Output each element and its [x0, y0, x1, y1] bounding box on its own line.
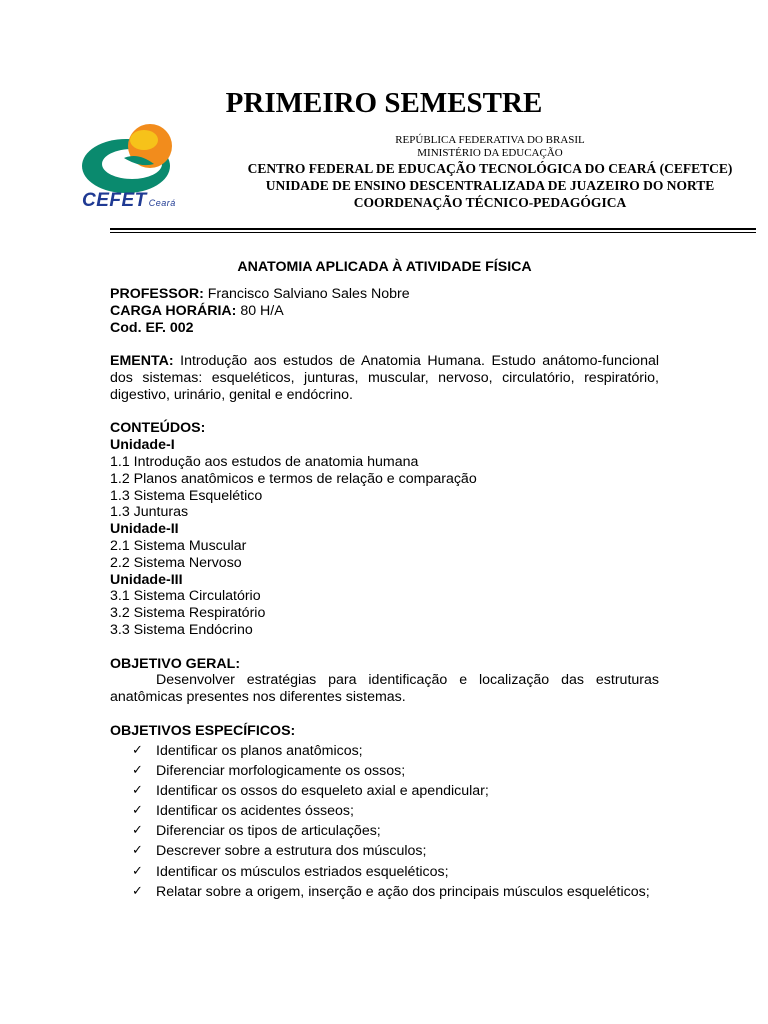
- list-item: [132, 823, 659, 840]
- list-item-text: Identificar os músculos estriados esqueléticos;: [156, 863, 449, 880]
- header-line-2: MINISTÉRIO DA EDUCAÇÃO: [417, 147, 563, 159]
- unit-title: Unidade-III: [110, 571, 183, 588]
- content-item: 2.2 Sistema Nervoso: [110, 554, 242, 571]
- list-item: [132, 763, 659, 780]
- header-line-4: UNIDADE DE ENSINO DESCENTRALIZADA DE JUAZEIRO DO NORTE: [265, 178, 715, 193]
- content-item: 1.2 Planos anatômicos e termos de relação e comparação: [110, 470, 477, 487]
- list-item-text: Relatar sobre a origem, inserção e ação dos principais músculos esqueléticos;: [156, 883, 650, 900]
- list-item-text: Diferenciar morfologicamente os ossos;: [156, 762, 406, 779]
- ementa-text: Introdução aos estudos de Anatomia Humana. Estudo anátomo-funcional dos sistemas: esqueléticos, junturas, muscular, nervoso, circulatório, respiratório, digestivo, urinário, genital e endócrino.: [110, 353, 659, 403]
- conteudos-label: CONTEÚDOS:: [110, 420, 206, 437]
- institution-header: [225, 134, 755, 211]
- carga-line: [110, 303, 659, 320]
- checkmark-icon: ✓: [132, 823, 143, 839]
- logo-text-sub: Ceará: [148, 198, 176, 208]
- objetivo-geral-text: Desenvolver estratégias para identificação e localização das estruturas anatômicas presentes nos diferentes sistemas.: [110, 672, 659, 706]
- checkmark-icon: ✓: [132, 782, 143, 798]
- cefet-logo: [80, 124, 190, 216]
- list-item: [132, 884, 659, 901]
- professor-label: PROFESSOR:: [110, 286, 204, 302]
- header-divider-thin: [110, 232, 756, 233]
- content-item: 3.3 Sistema Endócrino: [110, 621, 253, 638]
- ementa-label: EMENTA:: [110, 353, 174, 370]
- list-item-text: Descrever sobre a estrutura dos músculos;: [156, 843, 427, 860]
- objetivo-geral-label: OBJETIVO GERAL:: [110, 655, 241, 672]
- header-line-1: REPÚBLICA FEDERATIVA DO BRASIL: [395, 134, 585, 146]
- list-item: [132, 864, 659, 881]
- list-item-text: Diferenciar os tipos de articulações;: [156, 823, 381, 840]
- header-line-3: CENTRO FEDERAL DE EDUCAÇÃO TECNOLÓGICA DO CEARÁ (CEFETCE): [247, 161, 733, 176]
- checkmark-icon: ✓: [132, 803, 143, 819]
- page-title: PRIMEIRO SEMESTRE: [225, 87, 543, 119]
- checkmark-icon: ✓: [132, 762, 143, 778]
- list-item: [132, 803, 659, 820]
- content-item: 3.2 Sistema Respiratório: [110, 605, 266, 622]
- header-divider-thick: [110, 228, 756, 230]
- content-item: 3.1 Sistema Circulatório: [110, 588, 261, 605]
- logo-text-main: CEFET: [82, 190, 147, 211]
- header-line-5: COORDENAÇÃO TÉCNICO-PEDAGÓGICA: [353, 195, 627, 210]
- list-item-text: Identificar os acidentes ósseos;: [156, 803, 354, 820]
- carga-label: CARGA HORÁRIA:: [110, 302, 237, 319]
- objetivos-list: [110, 743, 659, 901]
- ementa-paragraph: [110, 353, 659, 403]
- checkmark-icon: ✓: [132, 742, 143, 758]
- cefet-logo-icon: [80, 124, 190, 194]
- course-code: Cod. EF. 002: [110, 319, 194, 336]
- document-body: [110, 258, 659, 904]
- professor-line: [110, 286, 659, 303]
- list-item-text: Identificar os ossos do esqueleto axial e apendicular;: [156, 782, 489, 799]
- objetivos-especificos-label: OBJETIVOS ESPECÍFICOS:: [110, 722, 296, 739]
- list-item: [132, 783, 659, 800]
- checkmark-icon: ✓: [132, 883, 143, 899]
- list-item: [132, 743, 659, 760]
- checkmark-icon: ✓: [132, 863, 143, 879]
- unit-title: Unidade-II: [110, 521, 179, 538]
- content-item: 2.1 Sistema Muscular: [110, 537, 247, 554]
- checkmark-icon: ✓: [132, 843, 143, 859]
- content-item: 1.3 Junturas: [110, 504, 189, 521]
- list-item-text: Identificar os planos anatômicos;: [156, 742, 363, 759]
- content-item: 1.1 Introdução aos estudos de anatomia humana: [110, 453, 419, 470]
- list-item: [132, 843, 659, 860]
- logo-text: [82, 190, 176, 212]
- content-item: 1.3 Sistema Esquelético: [110, 487, 263, 504]
- unit-title: Unidade-I: [110, 437, 175, 454]
- professor-value: Francisco Salviano Sales Nobre: [203, 286, 410, 302]
- carga-value: 80 H/A: [236, 302, 284, 319]
- course-title: ANATOMIA APLICADA À ATIVIDADE FÍSICA: [237, 259, 532, 275]
